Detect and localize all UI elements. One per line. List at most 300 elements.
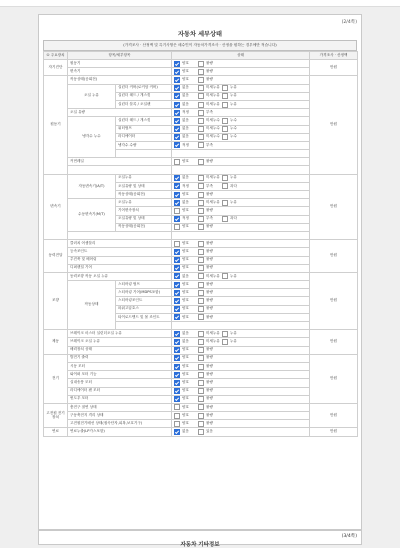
option-label: 과다 [230,216,237,221]
checkbox-icon[interactable] [222,273,228,279]
checked-checkbox-icon[interactable] [174,273,180,279]
subitem-cell [116,322,172,330]
subitem-cell: 파워고압호스 [116,305,172,313]
checked-checkbox-icon[interactable] [174,290,180,296]
checkbox-icon[interactable] [198,380,204,386]
checkbox-icon[interactable] [198,265,204,271]
checked-checkbox-icon[interactable] [174,142,180,148]
price-cell: 만원 [310,428,358,436]
checked-checkbox-icon[interactable] [174,85,180,91]
checkbox-icon[interactable] [198,413,204,419]
option-label: 없음 [182,199,189,204]
option-label: 미세누유 [206,85,220,90]
state-cell [172,68,310,76]
option-label: 미세누유 [206,339,220,344]
checked-checkbox-icon[interactable] [174,69,180,75]
option-label: 불량 [206,257,213,262]
checked-checkbox-icon[interactable] [174,347,180,353]
state-cell [172,141,310,149]
option-label: 양호 [182,380,189,385]
subitem-cell: 워터펌프 [116,125,172,133]
option-label: 불량 [206,158,213,163]
checkbox-icon[interactable] [198,388,204,394]
item-cell: 브레이크 마스터 실린더오일 누유 [68,330,172,338]
option-label: 누수 [230,134,237,139]
inspection-grid [43,40,357,437]
table-row [44,60,358,68]
next-page-number: (3/4쪽) [341,534,357,539]
item-cell: 연료누출(LP가스포함) [68,428,172,436]
checkbox-icon[interactable] [198,159,204,165]
option-label: 양호 [182,314,189,319]
option-label: 불량 [206,371,213,376]
option-label: 불량 [206,265,213,270]
option-label: 미세누수 [206,126,220,131]
option-label: 불량 [206,298,213,303]
state-cell [172,346,310,354]
option-label: 양호 [182,60,189,65]
page-number: (2/4쪽) [341,20,357,25]
option-label: 누유 [230,85,237,90]
state-cell [172,92,310,100]
option-label: 양호 [182,249,189,254]
option-label: 누유 [230,273,237,278]
checkbox-icon[interactable] [198,404,204,410]
state-cell [172,207,310,215]
price-cell: 만원 [310,60,358,76]
checked-checkbox-icon[interactable] [174,102,180,108]
option-label: 양호 [182,306,189,311]
checked-checkbox-icon[interactable] [174,380,180,386]
checkbox-icon[interactable] [198,290,204,296]
item-cell: 시동 모터 [68,362,172,370]
checkbox-icon[interactable] [198,93,204,99]
subitem-cell: 오일유량 및 상태 [116,215,172,223]
state-cell [172,272,310,280]
checkbox-icon[interactable] [222,331,228,337]
state-cell [172,125,310,133]
option-label: 누수 [230,126,237,131]
state-cell [172,158,310,166]
checkbox-icon[interactable] [222,183,228,189]
option-label: 불량 [206,396,213,401]
state-cell [172,313,310,321]
checkbox-icon[interactable] [222,102,228,108]
checked-checkbox-icon[interactable] [174,126,180,132]
state-cell [172,133,310,141]
option-label: 없음 [182,93,189,98]
item-cell: 작동상태(공회전) [68,76,172,84]
table-row [44,174,358,182]
option-label: 양호 [182,281,189,286]
option-label: 불량 [206,388,213,393]
category-cell: 변속기 [44,174,68,240]
checkbox-icon[interactable] [198,183,204,189]
state-cell [172,338,310,346]
state-cell [172,403,310,411]
checkbox-icon[interactable] [198,61,204,67]
item-cell: 커먼레일 [68,158,172,166]
item-cell: 오일 유량 [68,109,172,117]
table-row [44,272,358,280]
state-cell [172,150,310,158]
checkbox-icon[interactable] [174,404,180,410]
option-label: 불량 [206,314,213,319]
checked-checkbox-icon[interactable] [174,175,180,181]
option-label: 누유 [230,339,237,344]
checkbox-icon[interactable] [222,200,228,206]
option-label: 양호 [182,68,189,73]
option-label: 없음 [182,118,189,123]
checkbox-icon[interactable] [174,159,180,165]
checkbox-icon[interactable] [198,306,204,312]
option-label: 과다 [230,183,237,188]
option-label: 불량 [206,355,213,360]
subitem-cell: 스티어링 펌프 [116,281,172,289]
checked-checkbox-icon[interactable] [174,134,180,140]
item-cell: 윈도우 모터 [68,395,172,403]
checkbox-icon[interactable] [198,249,204,255]
checked-checkbox-icon[interactable] [174,429,180,435]
state-cell [172,191,310,199]
checkbox-icon[interactable] [198,200,204,206]
subitem-cell: 오일누유 [116,174,172,182]
checkbox-icon[interactable] [198,257,204,263]
option-label: 양호 [182,265,189,270]
option-label: 없음 [182,85,189,90]
category-cell: 자기진단 [44,60,68,76]
price-cell: 만원 [310,354,358,403]
state-cell [172,199,310,207]
checkbox-icon[interactable] [174,241,180,247]
option-label: 양호 [182,77,189,82]
checkbox-icon[interactable] [198,273,204,279]
checked-checkbox-icon[interactable] [174,249,180,255]
checked-checkbox-icon[interactable] [174,298,180,304]
item-cell: 라디에이터 팬 모터 [68,387,172,395]
checkbox-icon[interactable] [198,241,204,247]
option-label: 불량 [206,208,213,213]
checkbox-icon[interactable] [198,396,204,402]
option-label: 미세누유 [206,273,220,278]
category-cell: 제동 [44,330,68,355]
item-cell: 원동기 [68,60,172,68]
state-cell [172,109,310,117]
next-page-title: 자동차 기타정보 [180,542,220,548]
option-label: 불량 [206,77,213,82]
option-label: 없음 [182,134,189,139]
checkbox-icon[interactable] [198,364,204,370]
state-cell [172,387,310,395]
checked-checkbox-icon[interactable] [174,93,180,99]
option-label: 불량 [206,306,213,311]
checkbox-icon[interactable] [198,142,204,148]
subitem-cell: 오일누유 [116,199,172,207]
checkbox-icon[interactable] [198,110,204,116]
subitem-cell [116,150,172,158]
checkbox-icon[interactable] [198,282,204,288]
checkbox-icon[interactable] [174,224,180,230]
checkbox-icon[interactable] [198,192,204,198]
subitem-cell: 스티어링 기어(MDPS포함) [116,289,172,297]
checkbox-icon[interactable] [198,224,204,230]
option-label: 양호 [182,404,189,409]
option-label: 없음 [182,339,189,344]
price-cell: 만원 [310,240,358,273]
checkbox-icon[interactable] [174,208,180,214]
option-label: 누수 [230,118,237,123]
option-label: 부족 [206,109,213,114]
checkbox-icon[interactable] [198,85,204,91]
option-label: 없음 [182,330,189,335]
subitem-cell: 작동상태(공회전) [116,223,172,231]
option-label: 양호 [182,298,189,303]
table-row [44,330,358,338]
subitem-cell: 라디에이터 [116,133,172,141]
checkbox-icon[interactable] [174,421,180,427]
option-label: 불량 [206,224,213,229]
state-cell [172,305,310,313]
state-cell [172,379,310,387]
option-label: 양호 [182,412,189,417]
option-label: 누유 [230,330,237,335]
state-cell [172,240,310,248]
option-label: 부족 [206,183,213,188]
state-cell [172,354,310,362]
item-cell [68,231,172,239]
price-cell: 만원 [310,272,358,329]
option-label: 미세누유 [206,330,220,335]
state-cell [172,362,310,370]
item-cell: 오일 누유 [68,84,116,109]
option-label: 미세누유 [206,101,220,106]
checkbox-icon[interactable] [198,372,204,378]
category-cell: 고전원 전기장치 [44,403,68,428]
checkbox-icon[interactable] [198,134,204,140]
state-cell [172,182,310,190]
option-label: 불량 [206,191,213,196]
subitem-cell: 실린더 커버(로커암 커버) [116,84,172,92]
detail-table [43,51,358,437]
state-cell [172,174,310,182]
item-cell: 냉각수 누수 [68,117,116,158]
option-label: 미세누유 [206,175,220,180]
checked-checkbox-icon[interactable] [174,282,180,288]
checkbox-icon[interactable] [198,216,204,222]
item-cell: 실내송풍 모터 [68,379,172,387]
option-label: 양호 [182,363,189,368]
option-label: 불량 [206,420,213,425]
checked-checkbox-icon[interactable] [174,192,180,198]
checkbox-icon[interactable] [198,429,204,435]
header-main: ① 주요장치 [44,52,68,60]
checked-checkbox-icon[interactable] [174,396,180,402]
item-cell: 고전원전기배선 상태(접속단자,피복,보호기구) [68,420,172,428]
checkbox-icon[interactable] [222,134,228,140]
checked-checkbox-icon[interactable] [174,339,180,345]
state-cell [172,256,310,264]
checkbox-icon[interactable] [198,118,204,124]
option-label: 양호 [182,420,189,425]
option-label: 양호 [182,224,189,229]
table-row [44,354,358,362]
checkbox-icon[interactable] [198,421,204,427]
option-label: 적정 [182,216,189,221]
checkbox-icon[interactable] [198,298,204,304]
option-label: 없음 [182,273,189,278]
item-cell: 동력조향 작동 오일 누유 [68,272,172,280]
checked-checkbox-icon[interactable] [174,355,180,361]
checkbox-icon[interactable] [222,216,228,222]
item-cell: 구동축전지 격리 상태 [68,412,172,420]
state-cell [172,223,310,231]
option-label: 불량 [206,60,213,65]
checkbox-icon[interactable] [198,347,204,353]
checkbox-icon[interactable] [198,339,204,345]
checked-checkbox-icon[interactable] [174,372,180,378]
state-cell [172,248,310,256]
state-cell [172,84,310,92]
checkbox-icon[interactable] [198,102,204,108]
option-label: 누유 [230,93,237,98]
option-label: 양호 [182,191,189,196]
checkbox-icon[interactable] [198,77,204,83]
checked-checkbox-icon[interactable] [174,216,180,222]
subitem-cell: 스티어링조인트 [116,297,172,305]
option-label: 누유 [230,199,237,204]
price-cell: 만원 [310,76,358,174]
checked-checkbox-icon[interactable] [174,61,180,67]
checkbox-icon[interactable] [222,126,228,132]
checkbox-icon[interactable] [222,93,228,99]
subitem-cell: 실린더 헤드 / 개스킷 [116,117,172,125]
checkbox-icon[interactable] [198,126,204,132]
checkbox-icon[interactable] [198,331,204,337]
subitem-cell: 작동상태(공회전) [116,191,172,199]
checked-checkbox-icon[interactable] [174,183,180,189]
option-label: 양호 [182,371,189,376]
option-label: 불량 [206,363,213,368]
checkbox-icon[interactable] [198,208,204,214]
item-cell: 자동변속기(A/T) [68,174,116,199]
option-label: 미세누수 [206,134,220,139]
option-label: 양호 [182,388,189,393]
checkbox-icon[interactable] [222,175,228,181]
option-label: 양호 [182,158,189,163]
checked-checkbox-icon[interactable] [174,118,180,124]
state-cell [172,100,310,108]
state-cell [172,60,310,68]
header-item: 항목/세부항목 [68,52,172,60]
item-cell: 추진축 및 베어링 [68,256,172,264]
category-cell: 동력전달 [44,240,68,273]
state-cell [172,371,310,379]
table-row [44,76,358,84]
state-cell [172,166,310,174]
state-cell [172,264,310,272]
table-row [44,403,358,411]
option-label: 누유 [230,101,237,106]
checked-checkbox-icon[interactable] [174,306,180,312]
item-cell: 와이퍼 모터 기능 [68,371,172,379]
item-cell: 배력장치 상태 [68,346,172,354]
item-cell: 작동상태 [68,281,116,330]
state-cell [172,428,310,436]
checkbox-icon[interactable] [198,355,204,361]
option-label: 적정 [182,183,189,188]
state-cell [172,231,310,239]
item-cell: 변속기 [68,68,172,76]
checkbox-icon[interactable] [174,413,180,419]
item-cell [68,166,172,174]
subitem-cell: 실린더 블록 / 오일팬 [116,100,172,108]
option-label: 양호 [182,240,189,245]
option-label: 불량 [206,380,213,385]
table-row [44,428,358,436]
checked-checkbox-icon[interactable] [174,257,180,263]
checked-checkbox-icon[interactable] [174,364,180,370]
checked-checkbox-icon[interactable] [174,331,180,337]
option-label: 불량 [206,281,213,286]
option-label: 불량 [206,347,213,352]
checked-checkbox-icon[interactable] [174,77,180,83]
state-cell [172,330,310,338]
checkbox-icon[interactable] [198,69,204,75]
option-label: 불량 [206,404,213,409]
option-label: 적정 [182,142,189,147]
option-label: 부족 [206,216,213,221]
checked-checkbox-icon[interactable] [174,200,180,206]
subitem-cell: 기어변속장치 [116,207,172,215]
state-cell [172,289,310,297]
checked-checkbox-icon[interactable] [174,314,180,320]
category-cell: 원동기 [44,76,68,174]
header-price: 가격조사 · 산정액 [310,52,358,60]
subitem-cell: 냉각수 수량 [116,141,172,149]
state-cell [172,76,310,84]
category-cell: 연료 [44,428,68,436]
option-label: 불량 [206,289,213,294]
checkbox-icon[interactable] [222,339,228,345]
table-header [44,52,358,60]
document-page [38,14,362,530]
price-cell: 만원 [310,174,358,240]
subitem-cell: 타이로드엔드 및 볼 조인트 [116,313,172,321]
checkbox-icon[interactable] [198,314,204,320]
header-state: 상태 [172,52,310,60]
notice-bar: (가격조사 · 산정액 및 특기사항은 매수인이 자동차가격조사 · 산정을 원하는 경우에만 적습니다) [43,40,357,51]
item-cell: 수동변속기(M/T) [68,199,116,232]
option-label: 양호 [182,355,189,360]
state-cell [172,117,310,125]
subitem-cell: 실린더 헤드 / 개스킷 [116,92,172,100]
item-cell: 발전기 출력 [68,354,172,362]
option-label: 불량 [206,240,213,245]
checked-checkbox-icon[interactable] [174,265,180,271]
option-label: 양호 [182,396,189,401]
option-label: 적정 [182,109,189,114]
checkbox-icon[interactable] [222,85,228,91]
state-cell [172,395,310,403]
option-label: 미세누유 [206,199,220,204]
state-cell [172,281,310,289]
checked-checkbox-icon[interactable] [174,110,180,116]
checked-checkbox-icon[interactable] [174,388,180,394]
checkbox-icon[interactable] [222,118,228,124]
item-cell: 클러치 어셈블리 [68,240,172,248]
state-cell [172,322,310,330]
checkbox-icon[interactable] [198,175,204,181]
